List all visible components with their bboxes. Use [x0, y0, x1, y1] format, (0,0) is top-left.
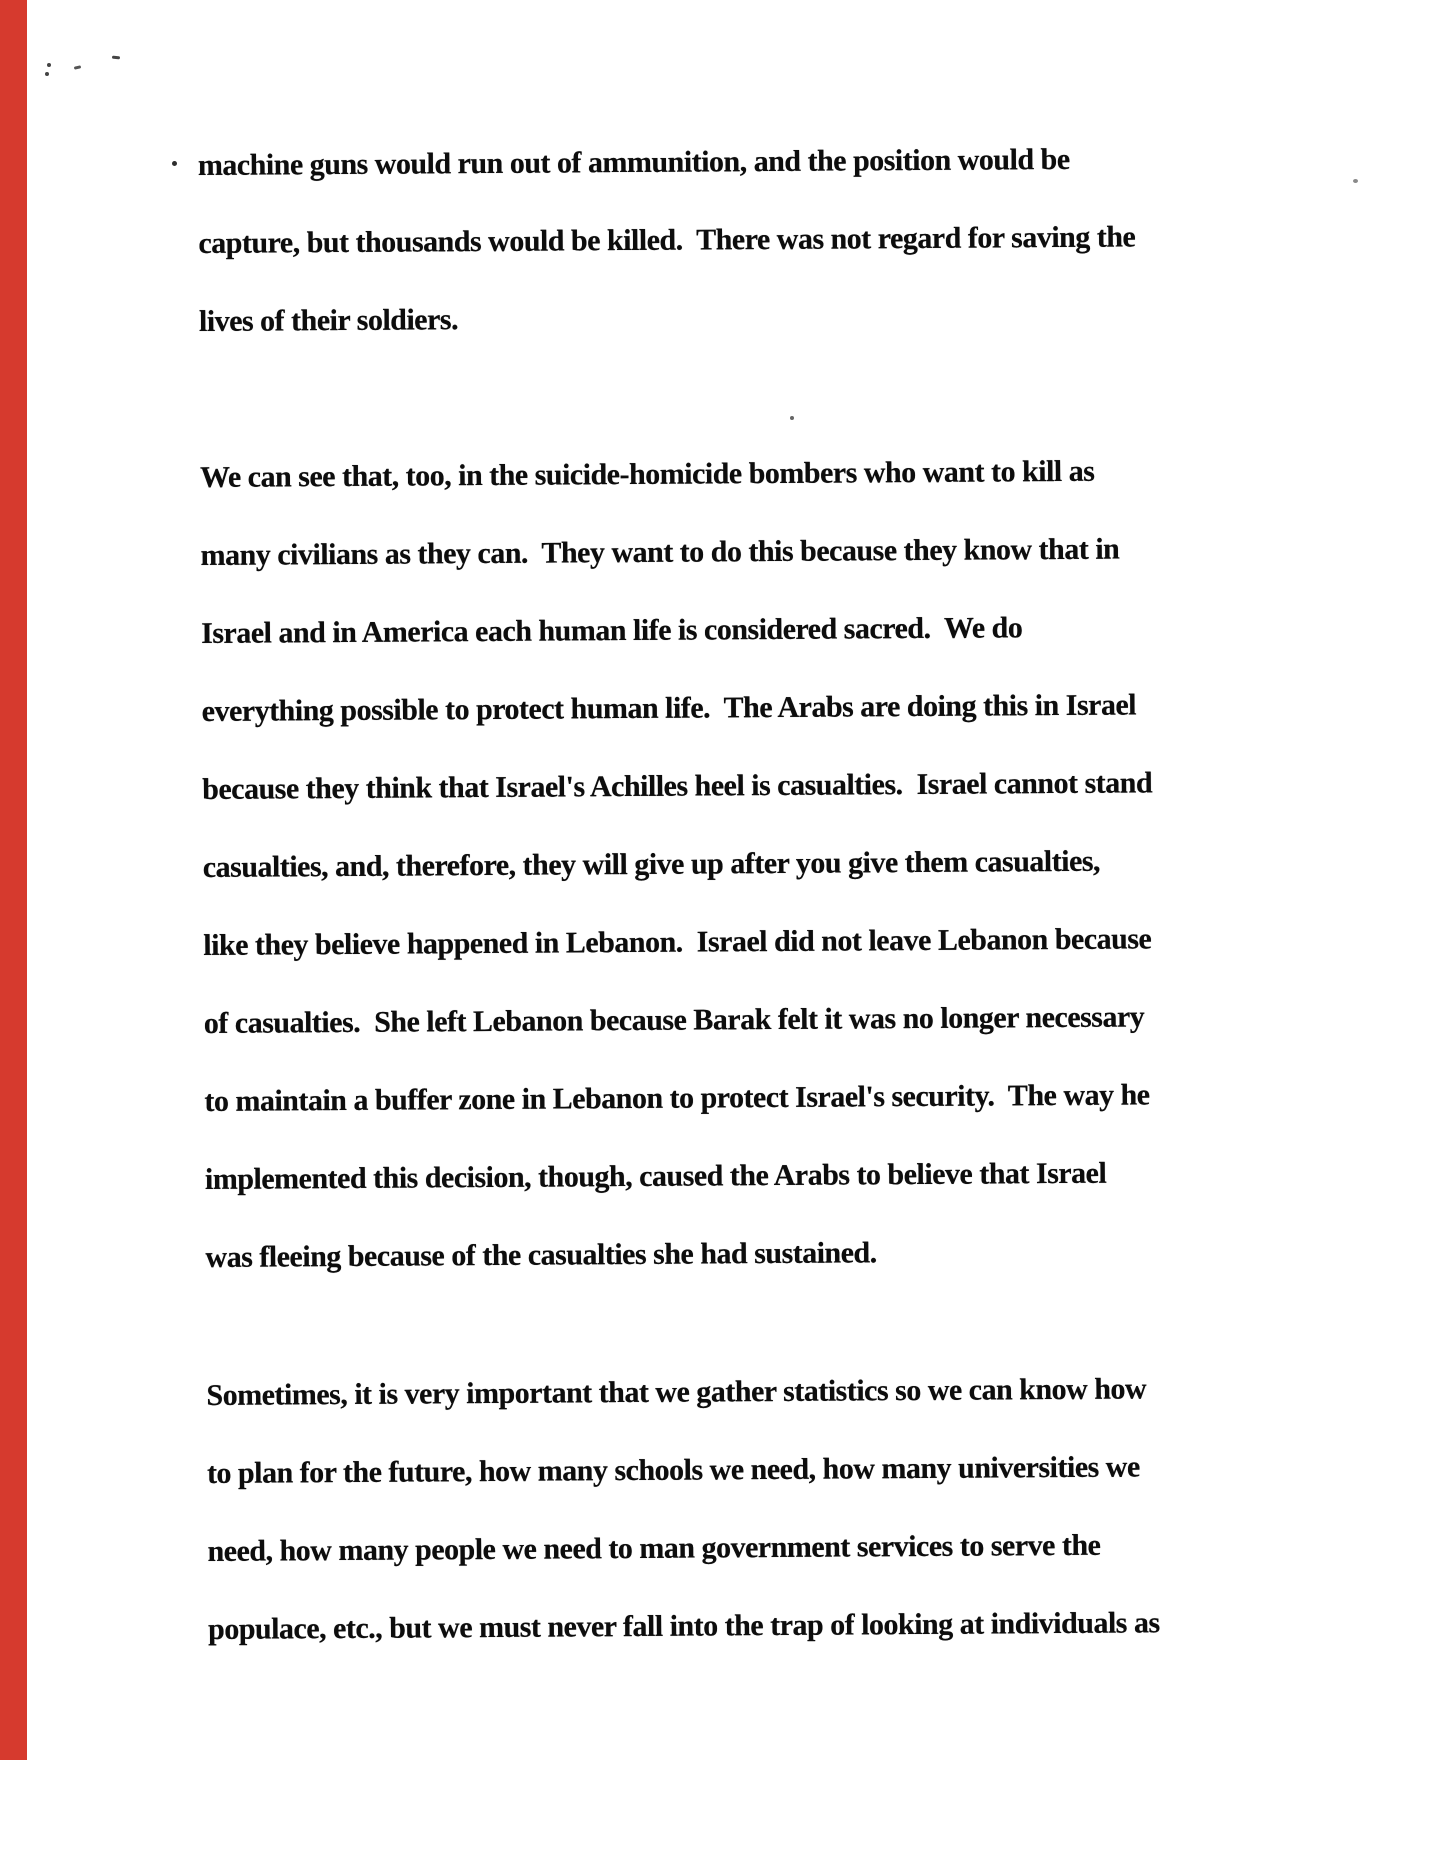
text-line: populace, etc., but we must never fall into the trap of looking at individuals as: [207, 1606, 1160, 1646]
text-line: need, how many people we need to man government services to serve the: [207, 1528, 1101, 1568]
text-line: capture, but thousands would be killed. There was not regard for saving the: [198, 220, 1136, 260]
text-line: machine guns would run out of ammunition, and the position would be: [197, 142, 1070, 182]
text-line: of casualties. She left Lebanon because Barak felt it was no longer necessary: [203, 1000, 1145, 1040]
text-line: to maintain a buffer zone in Lebanon to protect Israel's security. The way he: [204, 1078, 1150, 1118]
text-line: implemented this decision, though, caused the Arabs to believe that Israel: [204, 1156, 1107, 1196]
text-line: Israel and in America each human life is considered sacred. We do: [201, 611, 1023, 650]
text-line: because they think that Israel's Achilles heel is casualties. Israel cannot stand: [202, 766, 1153, 806]
text-line: We can see that, too, in the suicide-homicide bombers who want to kill as: [199, 454, 1095, 494]
paragraph: [200, 431, 1393, 1297]
paragraph: [206, 1349, 1395, 1669]
text-line: was fleeing because of the casualties she had sustained.: [205, 1236, 877, 1274]
text-line: to plan for the future, how many schools we need, how many universities we: [206, 1450, 1140, 1490]
paragraph: [198, 119, 1387, 361]
text-line: like they believe happened in Lebanon. Israel did not leave Lebanon because: [203, 922, 1152, 962]
text-line: Sometimes, it is very important that we gather statistics so we can know how: [206, 1372, 1147, 1412]
text-line: casualties, and, therefore, they will give up after you give them casualties,: [202, 844, 1101, 884]
text-line: many civilians as they can. They want to do this because they know that in: [200, 532, 1120, 572]
text-line: lives of their soldiers.: [198, 303, 459, 338]
text-line: everything possible to protect human life. The Arabs are doing this in Israel: [201, 688, 1137, 728]
